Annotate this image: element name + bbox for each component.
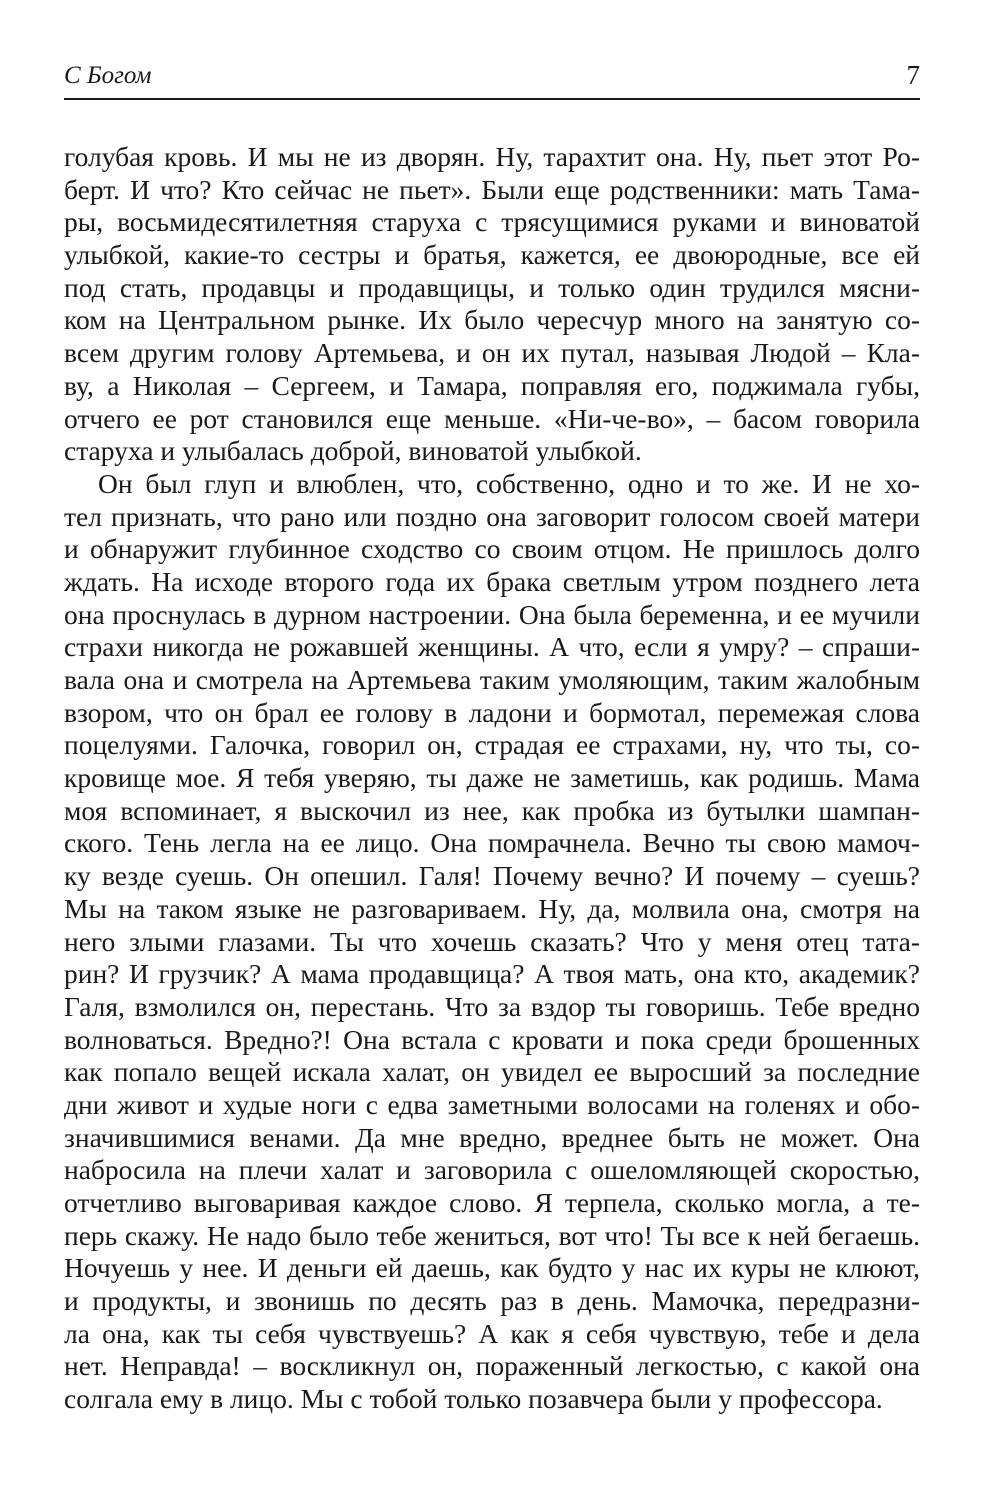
page-number: 7 bbox=[906, 60, 920, 90]
text-line: Мы на таком языке не разговариваем. Ну, да, молвила она, смотря на bbox=[64, 892, 920, 924]
text-line: и обнаружит глубинное сходство со своим отцом. Не пришлось долго bbox=[64, 533, 920, 565]
text-line: ку везде суешь. Он опешил. Галя! Почему вечно? И почему – суешь? bbox=[64, 860, 920, 892]
page-header bbox=[64, 58, 920, 100]
text-line: и продукты, и звонишь по десять раз в день. Мамочка, передразни- bbox=[64, 1285, 920, 1317]
text-line: рин? И грузчик? А мама продавщица? А твоя мать, она кто, академик? bbox=[64, 958, 920, 990]
text-line: ву, а Николая – Сергеем, и Тамара, поправляя его, поджимала губы, bbox=[64, 369, 920, 401]
text-line: поцелуями. Галочка, говорил он, страдая ее страхами, ну, что ты, со- bbox=[64, 729, 920, 761]
text-line: значившимися венами. Да мне вредно, вреднее быть не может. Она bbox=[64, 1121, 920, 1153]
text-line: берт. И что? Кто сейчас не пьет». Были еще родственники: мать Тама- bbox=[64, 173, 920, 205]
paragraph bbox=[64, 468, 920, 1416]
text-line: отчетливо выговаривая каждое слово. Я терпела, сколько могла, а те- bbox=[64, 1187, 920, 1218]
text-line: кровище мое. Я тебя уверяю, ты даже не заметишь, как родишь. Мама bbox=[64, 762, 920, 794]
body-text bbox=[64, 141, 920, 1416]
text-line: перь скажу. Не надо было тебе жениться, вот что! Ты все к ней бегаешь. bbox=[64, 1219, 920, 1251]
text-line: вала она и смотрела на Артемьева таким умоляющим, таким жалобным bbox=[64, 664, 920, 695]
paragraph bbox=[64, 141, 920, 468]
text-line: взором, что он брал ее голову в ладони и бормотал, перемежая слова bbox=[64, 696, 920, 728]
text-line: ры, восьмидесятилетняя старуха с трясущимися руками и виноватой bbox=[64, 206, 920, 238]
text-line: как попало вещей искала халат, он увидел ее выросший за последние bbox=[64, 1056, 920, 1088]
text-line: отчего ее рот становился еще меньше. «Ни-че-во», – басом говорила bbox=[64, 402, 920, 434]
text-line: страхи никогда не рожавшей женщины. А что, если я умру? – спраши- bbox=[64, 631, 920, 663]
text-line: ком на Центральном рынке. Их было чересчур много на занятую со- bbox=[64, 304, 920, 336]
text-line: улыбкой, какие-то сестры и братья, кажется, ее двоюродные, все ей bbox=[64, 239, 920, 271]
text-line: под стать, продавцы и продавщицы, и только один трудился мясни- bbox=[64, 271, 920, 303]
text-line: Он был глуп и влюблен, что, собственно, одно и то же. И не хо- bbox=[98, 467, 920, 499]
text-line: Ночуешь у нее. И деньги ей даешь, как будто у нас их куры не клюют, bbox=[64, 1252, 920, 1284]
text-line: солгала ему в лицо. Мы с тобой только позавчера были у профессора. bbox=[64, 1383, 883, 1415]
text-line: нет. Неправда! – воскликнул он, пораженный легкостью, с какой она bbox=[64, 1350, 920, 1382]
text-line: ского. Тень легла на ее лицо. Она помрачнела. Вечно ты свою мамоч- bbox=[64, 827, 920, 859]
text-line: дни живот и худые ноги с едва заметными волосами на голенях и обо- bbox=[64, 1088, 920, 1120]
text-line: ждать. На исходе второго года их брака светлым утром позднего лета bbox=[64, 565, 920, 597]
text-line: она проснулась в дурном настроении. Она была беременна, и ее мучили bbox=[64, 598, 920, 630]
text-line: ла она, как ты себя чувствуешь? А как я себя чувствую, тебе и дела bbox=[64, 1317, 920, 1349]
text-line: голубая кровь. И мы не из дворян. Ну, тарахтит она. Ну, пьет этот Ро- bbox=[64, 141, 920, 172]
text-line: старуха и улыбалась доброй, виноватой улыбкой. bbox=[64, 435, 642, 467]
text-line: всем другим голову Артемьева, и он их путал, называя Людой – Кла- bbox=[64, 337, 920, 369]
running-title: С Богом bbox=[64, 62, 152, 89]
text-line: Галя, взмолился он, перестань. Что за вздор ты говоришь. Тебе вредно bbox=[64, 990, 920, 1022]
text-line: набросила на плечи халат и заговорила с ошеломляющей скоростью, bbox=[64, 1154, 920, 1186]
text-line: тел признать, что рано или поздно она заговорит голосом своей матери bbox=[64, 500, 920, 532]
text-line: него злыми глазами. Ты что хочешь сказать? Что у меня отец тата- bbox=[64, 925, 920, 957]
text-line: волноваться. Вредно?! Она встала с кровати и пока среди брошенных bbox=[64, 1023, 920, 1055]
text-line: моя вспоминает, я выскочил из нее, как пробка из бутылки шампан- bbox=[64, 794, 920, 826]
